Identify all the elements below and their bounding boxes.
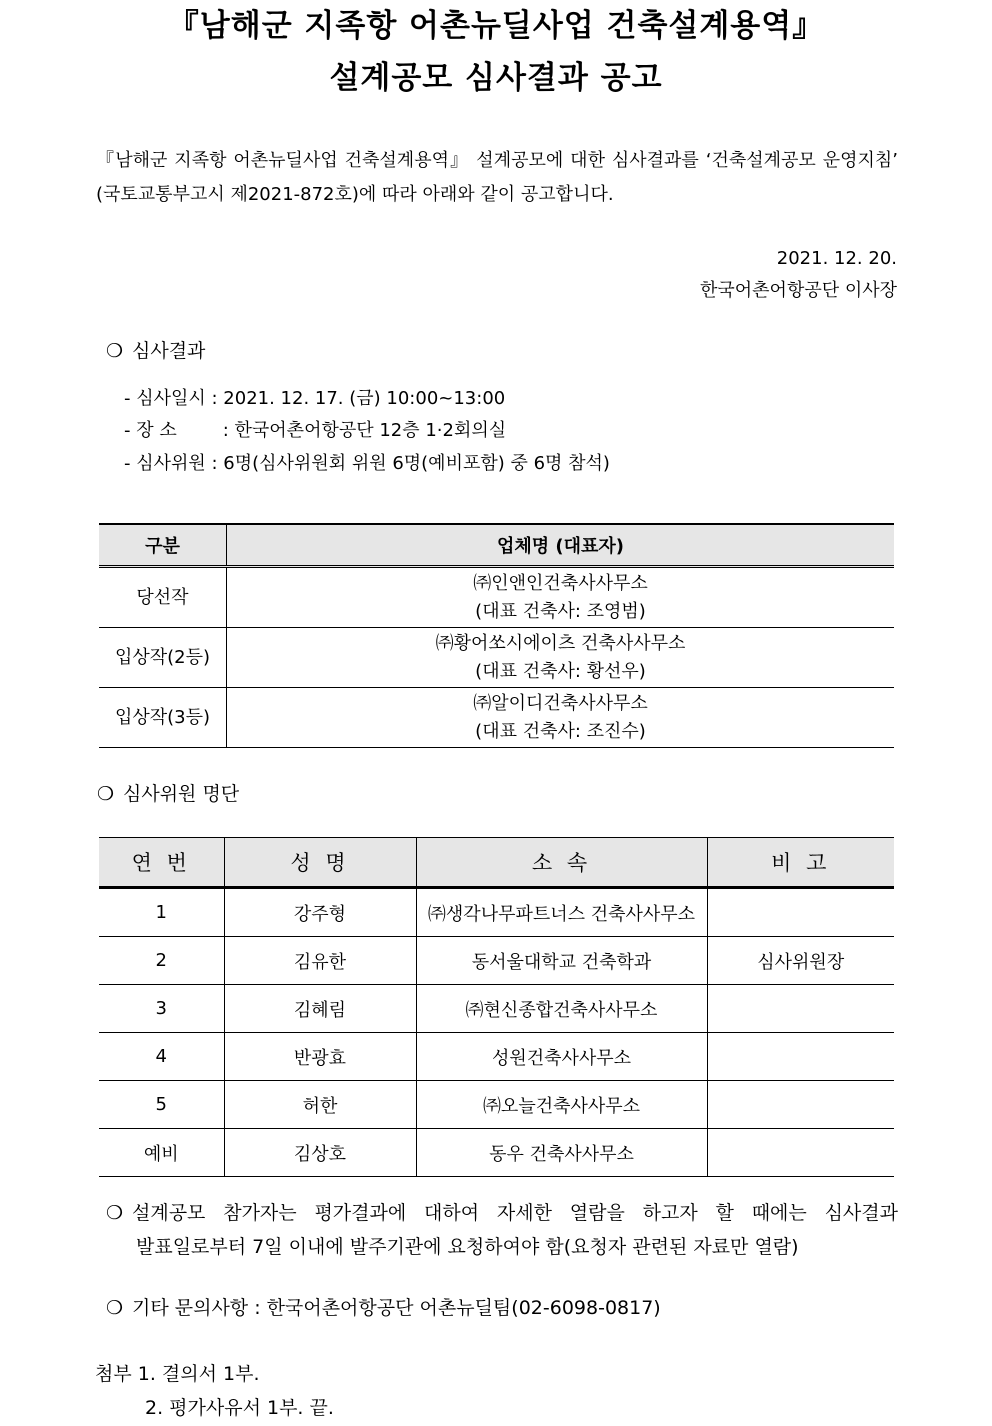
detail-review-members (124, 449, 610, 475)
result-company (227, 628, 895, 688)
result-category: 당선작 (99, 567, 227, 628)
judge-name: 김상호 (224, 1129, 416, 1177)
header-number: 연 번 (99, 838, 224, 888)
header-company: 업체명 (대표자) (227, 524, 895, 567)
note-line-1 (106, 1196, 898, 1230)
company-name: ㈜인앤인건축사사무소 (473, 572, 648, 594)
company-representative: (대표 건축사: 조진수) (475, 720, 646, 742)
section-title: 심사결과 (132, 340, 206, 362)
detail-label: - 장 소 (124, 420, 177, 441)
judge-number: 4 (99, 1033, 224, 1081)
announcement-date: 2021. 12. 20. (776, 248, 897, 269)
table-row (99, 1081, 894, 1129)
judge-number: 3 (99, 985, 224, 1033)
contact-text: 기타 문의사항 : 한국어촌어항공단 어촌뉴딜팀(02-6098-0817) (132, 1297, 661, 1319)
result-company (227, 567, 895, 628)
detail-separator: : (205, 388, 224, 409)
attachment-1: 첨부 1. 결의서 1부. (95, 1363, 260, 1385)
circle-bullet-icon: ❍ (97, 783, 115, 805)
intro-line-2: (국토교통부고시 제2021-872호)에 따라 아래와 같이 공고합니다. (96, 184, 614, 205)
judge-number: 2 (99, 937, 224, 985)
signer: 한국어촌어항공단 이사장 (700, 280, 897, 301)
table-row (99, 567, 894, 628)
detail-label: - 심사일시 (124, 388, 206, 409)
judges-table (99, 837, 894, 1177)
company-name: ㈜알이디건축사사무소 (473, 692, 648, 714)
judge-number: 5 (99, 1081, 224, 1129)
detail-value: 6명(심사위원회 위원 6명(예비포함) 중 6명 참석) (223, 453, 610, 474)
section-title: 심사위원 명단 (123, 783, 240, 805)
judge-remarks (707, 1081, 894, 1129)
judge-name: 허한 (224, 1081, 416, 1129)
title-line-1: 『남해군 지족항 어촌뉴딜사업 건축설계용역』 (167, 8, 825, 44)
judge-name: 반광효 (224, 1033, 416, 1081)
table-header-row (99, 838, 894, 888)
judge-remarks (707, 985, 894, 1033)
result-company (227, 688, 895, 748)
detail-value: 한국어촌어항공단 12층 1·2회의실 (234, 420, 507, 441)
detail-value: 2021. 12. 17. (금) 10:00~13:00 (223, 388, 506, 409)
header-category: 구분 (99, 524, 227, 567)
note-contact (106, 1293, 661, 1320)
circle-bullet-icon: ❍ (106, 340, 124, 362)
table-row (99, 888, 894, 937)
judge-name: 김유한 (224, 937, 416, 985)
judge-affiliation: ㈜현신종합건축사사무소 (416, 985, 707, 1033)
company-representative: (대표 건축사: 조영범) (475, 600, 646, 622)
header-name: 성 명 (224, 838, 416, 888)
intro-paragraph (96, 144, 898, 212)
judge-affiliation: 동서울대학교 건축학과 (416, 937, 707, 985)
judge-affiliation: ㈜오늘건축사사무소 (416, 1081, 707, 1129)
detail-label: - 심사위원 (124, 453, 206, 474)
note-inspection (106, 1196, 898, 1264)
judge-remarks (707, 1033, 894, 1081)
intro-line-1: 『남해군 지족항 어촌뉴딜사업 건축설계용역』 설계공모에 대한 심사결과를 ‘건축설계공모 운영지침’ (96, 150, 898, 171)
company-name: ㈜황어쏘시에이츠 건축사사무소 (435, 632, 686, 654)
result-category: 입상작(2등) (99, 628, 227, 688)
table-row (99, 688, 894, 748)
judge-affiliation: 동우 건축사사무소 (416, 1129, 707, 1177)
attachment-2: 2. 평가사유서 1부. 끝. (145, 1397, 334, 1419)
header-remarks: 비 고 (707, 838, 894, 888)
result-category: 입상작(3등) (99, 688, 227, 748)
judge-number: 예비 (99, 1129, 224, 1177)
detail-review-place (124, 416, 506, 442)
table-row (99, 985, 894, 1033)
judge-affiliation: 성원건축사사무소 (416, 1033, 707, 1081)
circle-bullet-icon: ❍ (106, 1202, 124, 1224)
detail-review-datetime (124, 384, 505, 410)
detail-separator: : (217, 420, 235, 441)
judge-remarks: 심사위원장 (707, 937, 894, 985)
note-text-1: 설계공모 참가자는 평가결과에 대하여 자세한 열람을 하고자 할 때에는 심사결과 (132, 1202, 898, 1224)
judge-remarks (707, 888, 894, 937)
judge-name: 강주형 (224, 888, 416, 937)
table-header-row (99, 524, 894, 567)
note-line-2: 발표일로부터 7일 이내에 발주기관에 요청하여야 함(요청자 관련된 자료만 열람) (136, 1236, 799, 1258)
table-row (99, 628, 894, 688)
section-review-results (106, 336, 205, 363)
attachments (95, 1357, 334, 1425)
company-representative: (대표 건축사: 황선우) (475, 660, 646, 682)
detail-separator: : (205, 453, 224, 474)
section-judges-list (97, 779, 239, 806)
judge-remarks (707, 1129, 894, 1177)
table-row (99, 1033, 894, 1081)
title-line-2: 설계공모 심사결과 공고 (329, 60, 663, 96)
judge-affiliation: ㈜생각나무파트너스 건축사사무소 (416, 888, 707, 937)
judge-name: 김혜림 (224, 985, 416, 1033)
table-row (99, 937, 894, 985)
judge-number: 1 (99, 888, 224, 937)
table-row (99, 1129, 894, 1177)
circle-bullet-icon: ❍ (106, 1297, 124, 1319)
header-affiliation: 소 속 (416, 838, 707, 888)
result-table (99, 523, 894, 748)
